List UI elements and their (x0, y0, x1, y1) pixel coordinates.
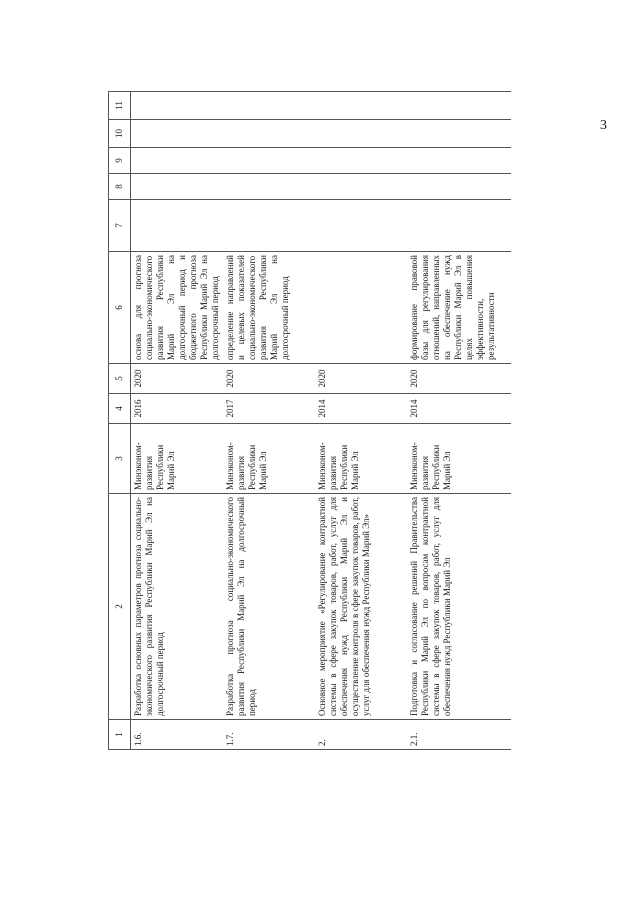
row-executor: Минэконом-развития Республики Марий Эл (130, 424, 222, 494)
row-cell-9 (130, 148, 222, 174)
row-cell-9 (407, 148, 511, 174)
column-header: 5 (109, 364, 131, 394)
column-header: 11 (109, 92, 131, 120)
row-number: 2.1. (407, 720, 511, 750)
row-name: Разработка прогноза социально-экономического развития Республики Марий Эл на долгосрочный период (223, 494, 315, 720)
row-start-year: 2016 (130, 394, 222, 424)
row-start-year: 2014 (315, 394, 407, 424)
row-cell-8 (130, 174, 222, 200)
row-cell-7 (130, 200, 222, 252)
row-end-year: 2020 (223, 364, 315, 394)
row-cell-9 (315, 148, 407, 174)
plan-table-rotated (108, 92, 522, 750)
row-result: формирование правовой базы для регулирования отношений, направленных на обеспечение нужд Республики Марий Эл в целях повышения эффективности, результативности (407, 252, 511, 364)
row-executor: Минэконом-развития Республики Марий Эл (407, 424, 511, 494)
row-number: 1.6. (130, 720, 222, 750)
column-header: 3 (109, 424, 131, 494)
column-header: 10 (109, 120, 131, 148)
row-number: 1.7. (223, 720, 315, 750)
row-name: Разработка основных параметров прогноза социально-экономического развития Республики Марий Эл на долгосрочный период (130, 494, 222, 720)
row-number: 2. (315, 720, 407, 750)
row-result (315, 252, 407, 364)
table-row (315, 92, 407, 750)
column-header: 9 (109, 148, 131, 174)
row-result: основа для прогноза социально-экономического развития Республики Марий Эл на долгосрочный период и бюджетного прогноза Республики Марий Эл на долгосрочный период (130, 252, 222, 364)
row-cell-10 (315, 120, 407, 148)
row-cell-7 (315, 200, 407, 252)
column-header: 1 (109, 720, 131, 750)
row-name: Основное мероприятие «Регулирование контрактной системы в сфере закупок товаров, работ, услуг для обеспечения нужд Республики Марий Эл и осуществление контроля в сфере закупок товаров, работ, услуг для обеспечения нужд Республики Марий Эл» (315, 494, 407, 720)
row-executor: Минэконом-развития Республики Марий Эл (223, 424, 315, 494)
row-end-year: 2020 (407, 364, 511, 394)
row-cell-9 (223, 148, 315, 174)
row-result: определение направлений и целевых показателей социально-экономического развития Республики Марий Эл на долгосрочный период (223, 252, 315, 364)
table-row (130, 92, 222, 750)
row-executor: Минэконом-развития Республики Марий Эл (315, 424, 407, 494)
scan-noise (10, 610, 40, 730)
row-cell-11 (407, 92, 511, 120)
row-cell-7 (407, 200, 511, 252)
row-cell-11 (315, 92, 407, 120)
row-cell-8 (407, 174, 511, 200)
row-cell-10 (407, 120, 511, 148)
row-start-year: 2017 (223, 394, 315, 424)
row-cell-10 (130, 120, 222, 148)
row-end-year: 2020 (315, 364, 407, 394)
table-row (223, 92, 315, 750)
row-cell-8 (315, 174, 407, 200)
row-cell-11 (223, 92, 315, 120)
row-start-year: 2014 (407, 394, 511, 424)
row-cell-8 (223, 174, 315, 200)
row-end-year: 2020 (130, 364, 222, 394)
row-cell-11 (130, 92, 222, 120)
table-row (407, 92, 511, 750)
page-number: 3 (600, 118, 607, 133)
column-header: 4 (109, 394, 131, 424)
row-cell-7 (223, 200, 315, 252)
plan-table (108, 91, 511, 750)
column-header: 7 (109, 200, 131, 252)
column-header: 8 (109, 174, 131, 200)
column-header: 2 (109, 494, 131, 720)
row-cell-10 (223, 120, 315, 148)
column-header: 6 (109, 252, 131, 364)
header-row (109, 92, 131, 750)
row-name: Подготовка и согласование решений Правительства Республики Марий Эл по вопросам контрактной системы в сфере закупок товаров, работ, услуг для обеспечения нужд Республики Марий Эл (407, 494, 511, 720)
